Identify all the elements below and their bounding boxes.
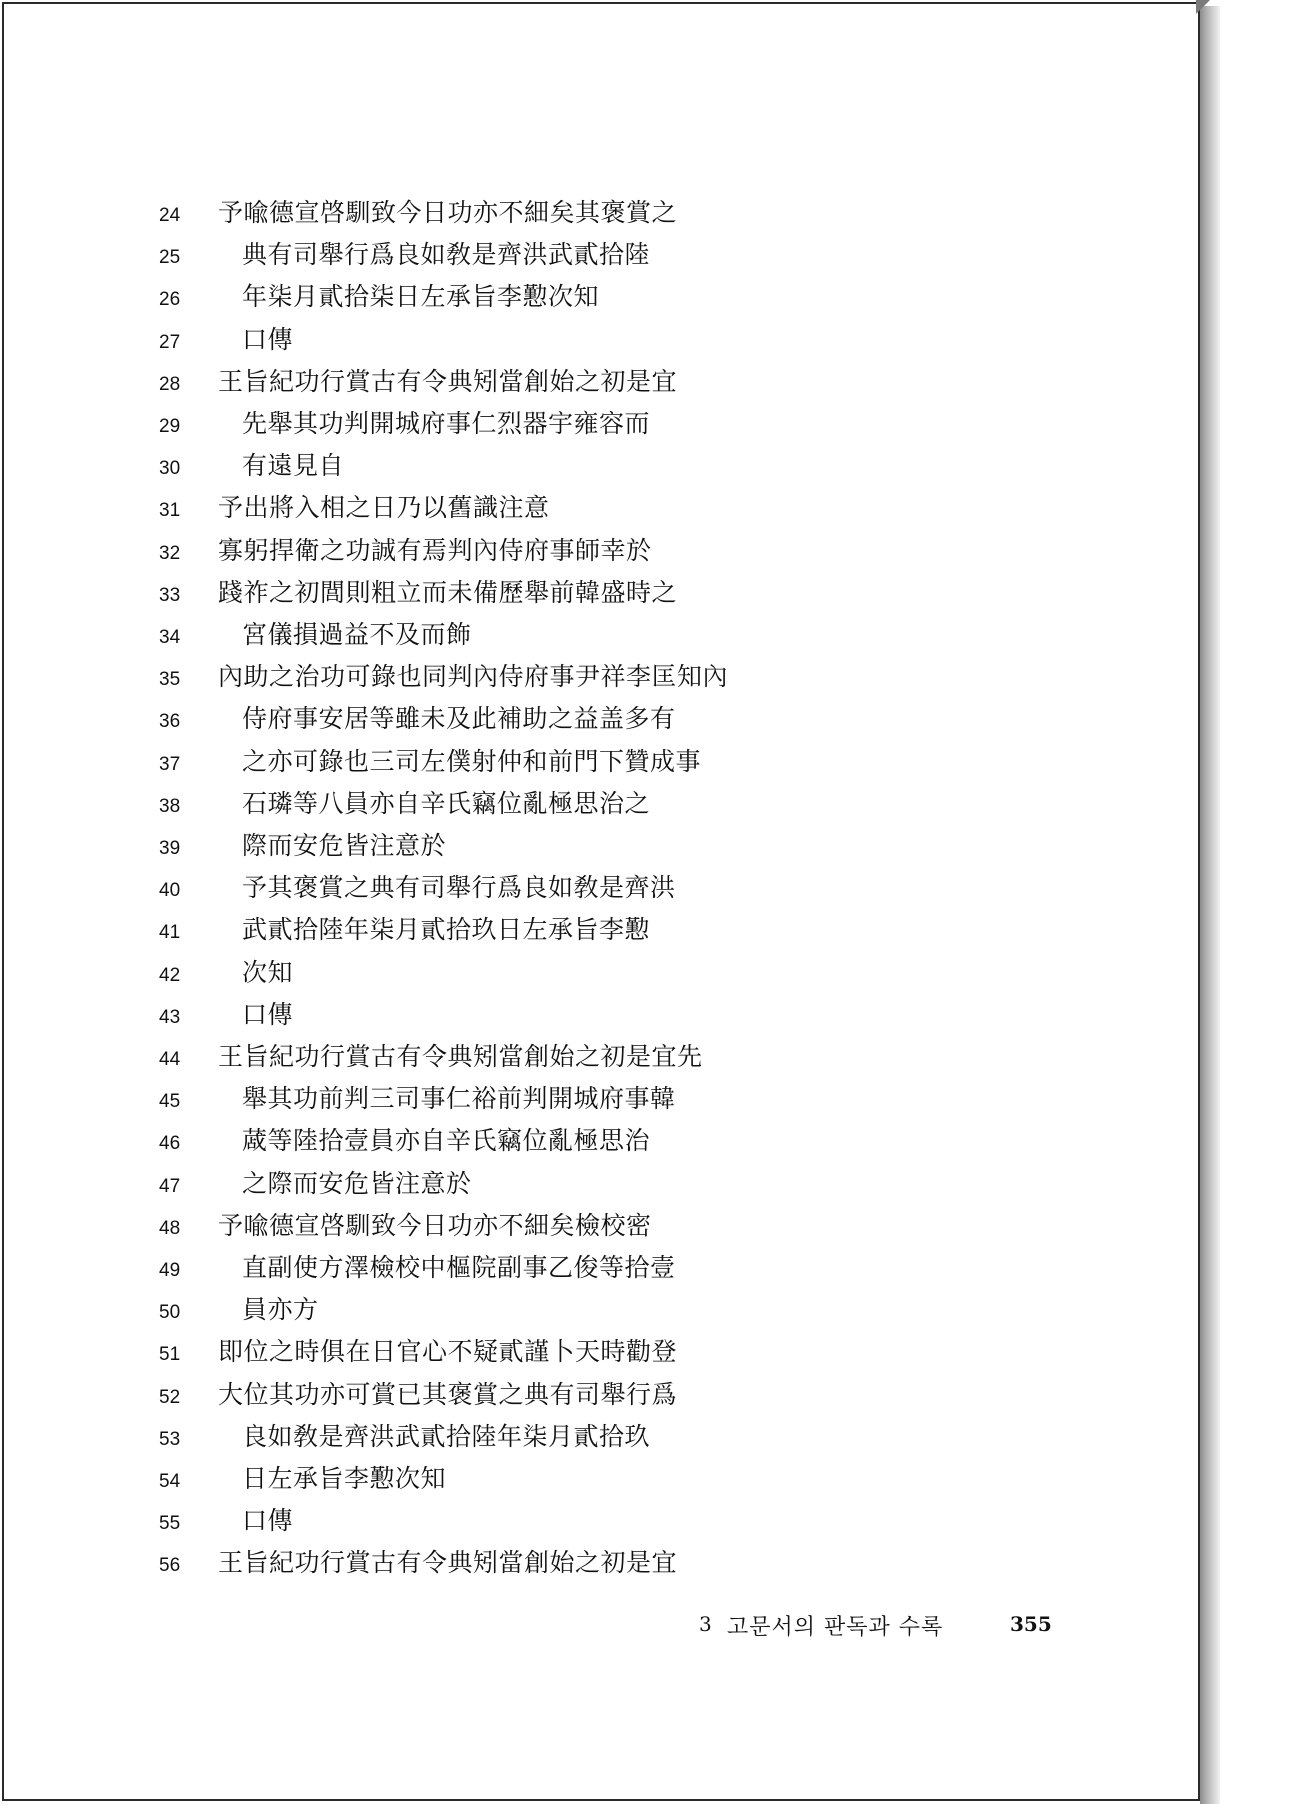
line-number: 27 [159, 332, 181, 353]
line-number: 56 [159, 1555, 181, 1576]
line-number: 52 [159, 1387, 181, 1408]
document-line [4, 366, 1004, 400]
line-number: 33 [159, 585, 181, 606]
line-number: 43 [159, 1007, 181, 1028]
line-number: 50 [159, 1302, 181, 1323]
line-text: 侍府事安居等雖未及此補助之益盖多有 [242, 704, 676, 733]
line-text: 之亦可錄也三司左僕射仲和前門下贊成事 [242, 747, 702, 776]
document-line [4, 1294, 1004, 1328]
line-number: 49 [159, 1260, 181, 1281]
line-number: 25 [159, 247, 181, 268]
line-text: 蒧等陸拾壹員亦自辛氏竊位亂極思治 [242, 1126, 651, 1155]
document-line [4, 1041, 1004, 1075]
document-line [4, 324, 1004, 358]
line-number: 54 [159, 1471, 181, 1492]
line-text: 王旨紀功行賞古有令典矧當創始之初是宜 [218, 367, 678, 396]
line-number: 41 [159, 922, 181, 943]
document-line [4, 788, 1004, 822]
line-text: 大位其功亦可賞已其褒賞之典有司舉行爲 [218, 1380, 678, 1409]
line-number: 30 [159, 458, 181, 479]
line-number: 46 [159, 1133, 181, 1154]
line-text: 予其褒賞之典有司舉行爲良如敎是齊洪 [242, 873, 676, 902]
line-text: 予出將入相之日乃以舊識注意 [218, 493, 550, 522]
line-text: 先舉其功判開城府事仁烈器宇雍容而 [242, 409, 651, 438]
document-line [4, 1336, 1004, 1370]
document-line [4, 408, 1004, 442]
line-number: 36 [159, 711, 181, 732]
line-number: 26 [159, 289, 181, 310]
line-text: 予喩德宣啓馴致今日功亦不細矣檢校密 [218, 1211, 652, 1240]
line-text: 良如敎是齊洪武貳拾陸年柒月貳拾玖 [242, 1422, 651, 1451]
line-text: 內助之治功可錄也同判內侍府事尹祥李匡知內 [218, 662, 729, 691]
line-number: 38 [159, 796, 181, 817]
document-sheet [2, 2, 1200, 1801]
line-number: 42 [159, 965, 181, 986]
line-text: 員亦方 [242, 1295, 319, 1324]
line-number: 29 [159, 416, 181, 437]
line-number: 55 [159, 1513, 181, 1534]
line-text: 次知 [242, 958, 294, 987]
line-number: 34 [159, 627, 181, 648]
line-text: 口傳 [242, 1000, 294, 1029]
document-line [4, 830, 1004, 864]
document-line [4, 450, 1004, 484]
page-number: 355 [1010, 1612, 1052, 1636]
document-line [4, 1379, 1004, 1413]
document-line [4, 999, 1004, 1033]
document-line [4, 1421, 1004, 1455]
line-text: 即位之時俱在日官心不疑貳謹卜天時勸登 [218, 1337, 678, 1366]
line-text: 寡躬捍衛之功誠有焉判內侍府事師幸於 [218, 536, 652, 565]
line-text: 口傳 [242, 1506, 294, 1535]
line-text: 石璘等八員亦自辛氏竊位亂極思治之 [242, 789, 651, 818]
document-line [4, 1168, 1004, 1202]
page-edge-shadow [1200, 6, 1220, 1804]
document-line [4, 1505, 1004, 1539]
document-line [4, 661, 1004, 695]
line-number: 28 [159, 374, 181, 395]
line-text: 予喩德宣啓馴致今日功亦不細矣其褒賞之 [218, 198, 678, 227]
line-number: 37 [159, 754, 181, 775]
page-curl-corner [1196, 0, 1210, 14]
line-number: 45 [159, 1091, 181, 1112]
line-number: 31 [159, 500, 181, 521]
document-line [4, 703, 1004, 737]
document-line [4, 281, 1004, 315]
line-number: 40 [159, 880, 181, 901]
document-line [4, 914, 1004, 948]
document-line [4, 957, 1004, 991]
document-line [4, 1125, 1004, 1159]
line-text: 宮儀損過益不及而飾 [242, 620, 472, 649]
document-line [4, 1083, 1004, 1117]
document-line [4, 872, 1004, 906]
document-line [4, 1252, 1004, 1286]
chapter-number: 3 [699, 1612, 712, 1636]
line-number: 48 [159, 1218, 181, 1239]
line-number: 51 [159, 1344, 181, 1365]
line-text: 直副使方澤檢校中樞院副事乙俊等拾壹 [242, 1253, 676, 1282]
line-text: 典有司舉行爲良如敎是齊洪武貳拾陸 [242, 240, 651, 269]
line-text: 踐祚之初閭則粗立而未備歷舉前韓盛時之 [218, 578, 678, 607]
document-line [4, 239, 1004, 273]
line-number: 32 [159, 543, 181, 564]
document-line [4, 619, 1004, 653]
line-text: 際而安危皆注意於 [242, 831, 447, 860]
line-number: 47 [159, 1176, 181, 1197]
line-number: 53 [159, 1429, 181, 1450]
document-line [4, 746, 1004, 780]
document-line [4, 492, 1004, 526]
chapter-title: 고문서의 판독과 수록 [727, 1615, 944, 1640]
document-line [4, 1210, 1004, 1244]
document-line [4, 1463, 1004, 1497]
line-number: 44 [159, 1049, 181, 1070]
document-line [4, 1547, 1004, 1581]
document-line [4, 535, 1004, 569]
document-line [4, 577, 1004, 611]
line-number: 24 [159, 205, 181, 226]
document-line [4, 197, 1004, 231]
line-text: 舉其功前判三司事仁裕前判開城府事韓 [242, 1084, 676, 1113]
line-number: 35 [159, 669, 181, 690]
line-text: 口傳 [242, 325, 294, 354]
line-text: 王旨紀功行賞古有令典矧當創始之初是宜先 [218, 1042, 703, 1071]
line-text: 有遠見自 [242, 451, 345, 480]
line-text: 年柒月貳拾柒日左承旨李懃次知 [242, 282, 600, 311]
line-text: 王旨紀功行賞古有令典矧當創始之初是宜 [218, 1548, 678, 1577]
line-text: 日左承旨李懃次知 [242, 1464, 447, 1493]
line-number: 39 [159, 838, 181, 859]
page-footer [699, 1608, 1099, 1644]
line-text: 之際而安危皆注意於 [242, 1169, 472, 1198]
line-text: 武貳拾陸年柒月貳拾玖日左承旨李懃 [242, 915, 651, 944]
